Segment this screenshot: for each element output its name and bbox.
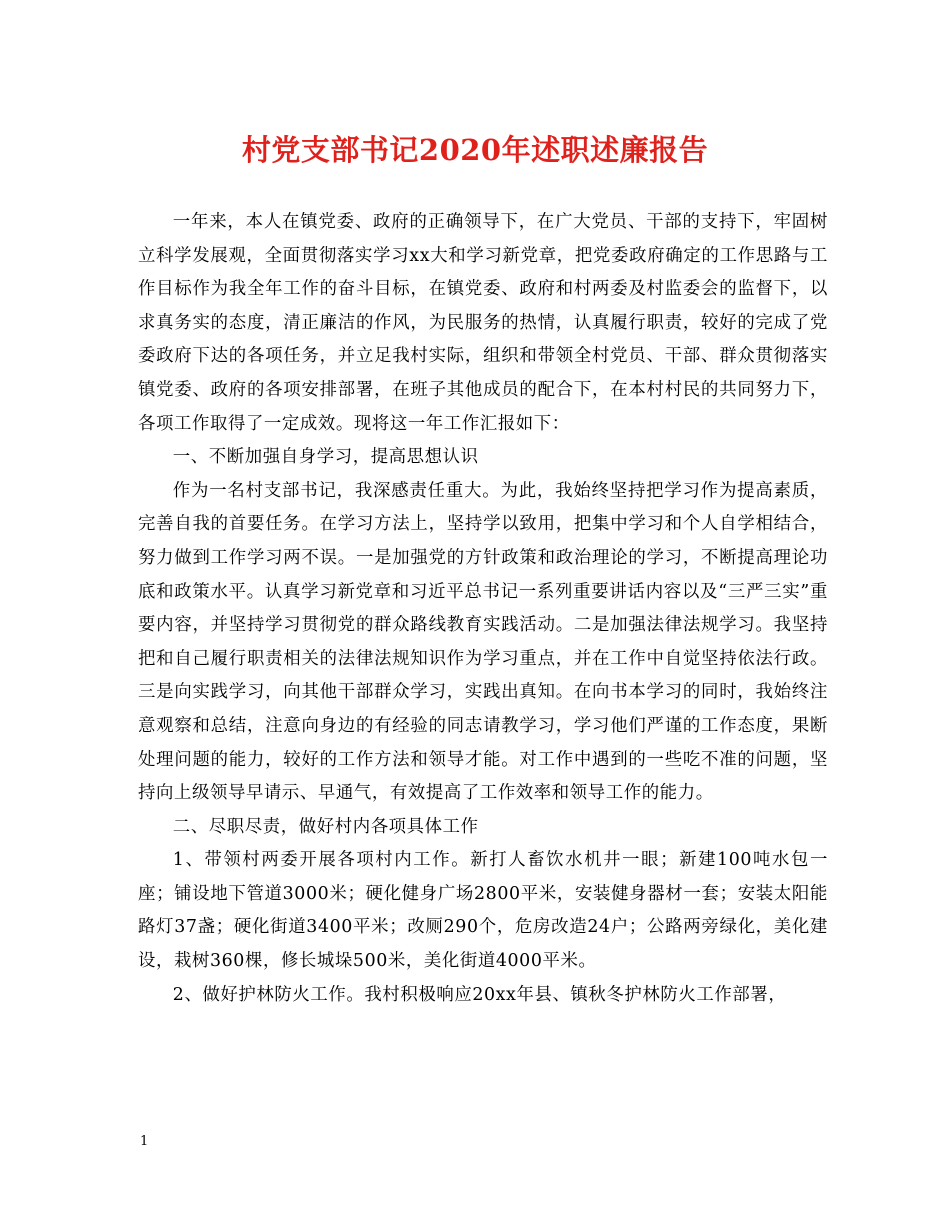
document-title: 村党支部书记2020年述职述廉报告 bbox=[241, 133, 709, 167]
paragraph-intro: 一年来，本人在镇党委、政府的正确领导下，在广大党员、干部的支持下，牢固树立科学发展观，全面贯彻落实学习xx大和学习新党章，把党委政府确定的工作思路与工作目标作为我全年工作的奋斗目标，在镇党委、政府和村两委及村监委会的监督下，以求真务实的态度，清正廉洁的作风，为民服务的热情，认真履行职责，较好的完成了党委政府下达的各项任务，并立足我村实际，组织和带领全村党员、干部、群众贯彻落实镇党委、政府的各项安排部署，在班子其他成员的配合下，在本村村民的共同努力下，各项工作取得了一定成效。现将这一年工作汇报如下： bbox=[138, 212, 828, 434]
paragraph-village-work: 1、带领村两委开展各项村内工作。新打人畜饮水机井一眼；新建100吨水包一座；铺设地下管道3000米；硬化健身广场2800平米，安装健身器材一套；安装太阳能路灯37盏；硬化街道3400平米；改厕290个，危房改造24户；公路两旁绿化，美化建设，栽树360棵，修长城垛500米，美化街道4000平米。 bbox=[138, 850, 828, 972]
section-heading-2: 二、尽职尽责，做好村内各项具体工作 bbox=[172, 816, 479, 837]
section-heading-1: 一、不断加强自身学习，提高思想认识 bbox=[172, 447, 479, 468]
page-number: 1 bbox=[140, 1134, 149, 1149]
document-body bbox=[138, 206, 828, 1012]
paragraph-fire-prevention: 2、做好护林防火工作。我村积极响应20xx年县、镇秋冬护林防火工作部署， bbox=[172, 984, 787, 1005]
paragraph-study: 作为一名村支部书记，我深感责任重大。为此，我始终坚持把学习作为提高素质，完善自我的首要任务。在学习方法上，坚持学以致用，把集中学习和个人自学相结合，努力做到工作学习两不误。一是加强党的方针政策和政治理论的学习，不断提高理论功底和政策水平。认真学习新党章和习近平总书记一系列重要讲话内容以及“三严三实”重要内容，并坚持学习贯彻党的群众路线教育实践活动。二是加强法律法规学习。我坚持把和自己履行职责相关的法律法规知识作为学习重点，并在工作中自觉坚持依法行政。三是向实践学习，向其他干部群众学习，实践出真知。在向书本学习的同时，我始终注意观察和总结，注意向身边的有经验的同志请教学习，学习他们严谨的工作态度，果断处理问题的能力，较好的工作方法和领导才能。对工作中遇到的一些吃不准的问题，坚持向上级领导早请示、早通气，有效提高了工作效率和领导工作的能力。 bbox=[138, 480, 828, 804]
